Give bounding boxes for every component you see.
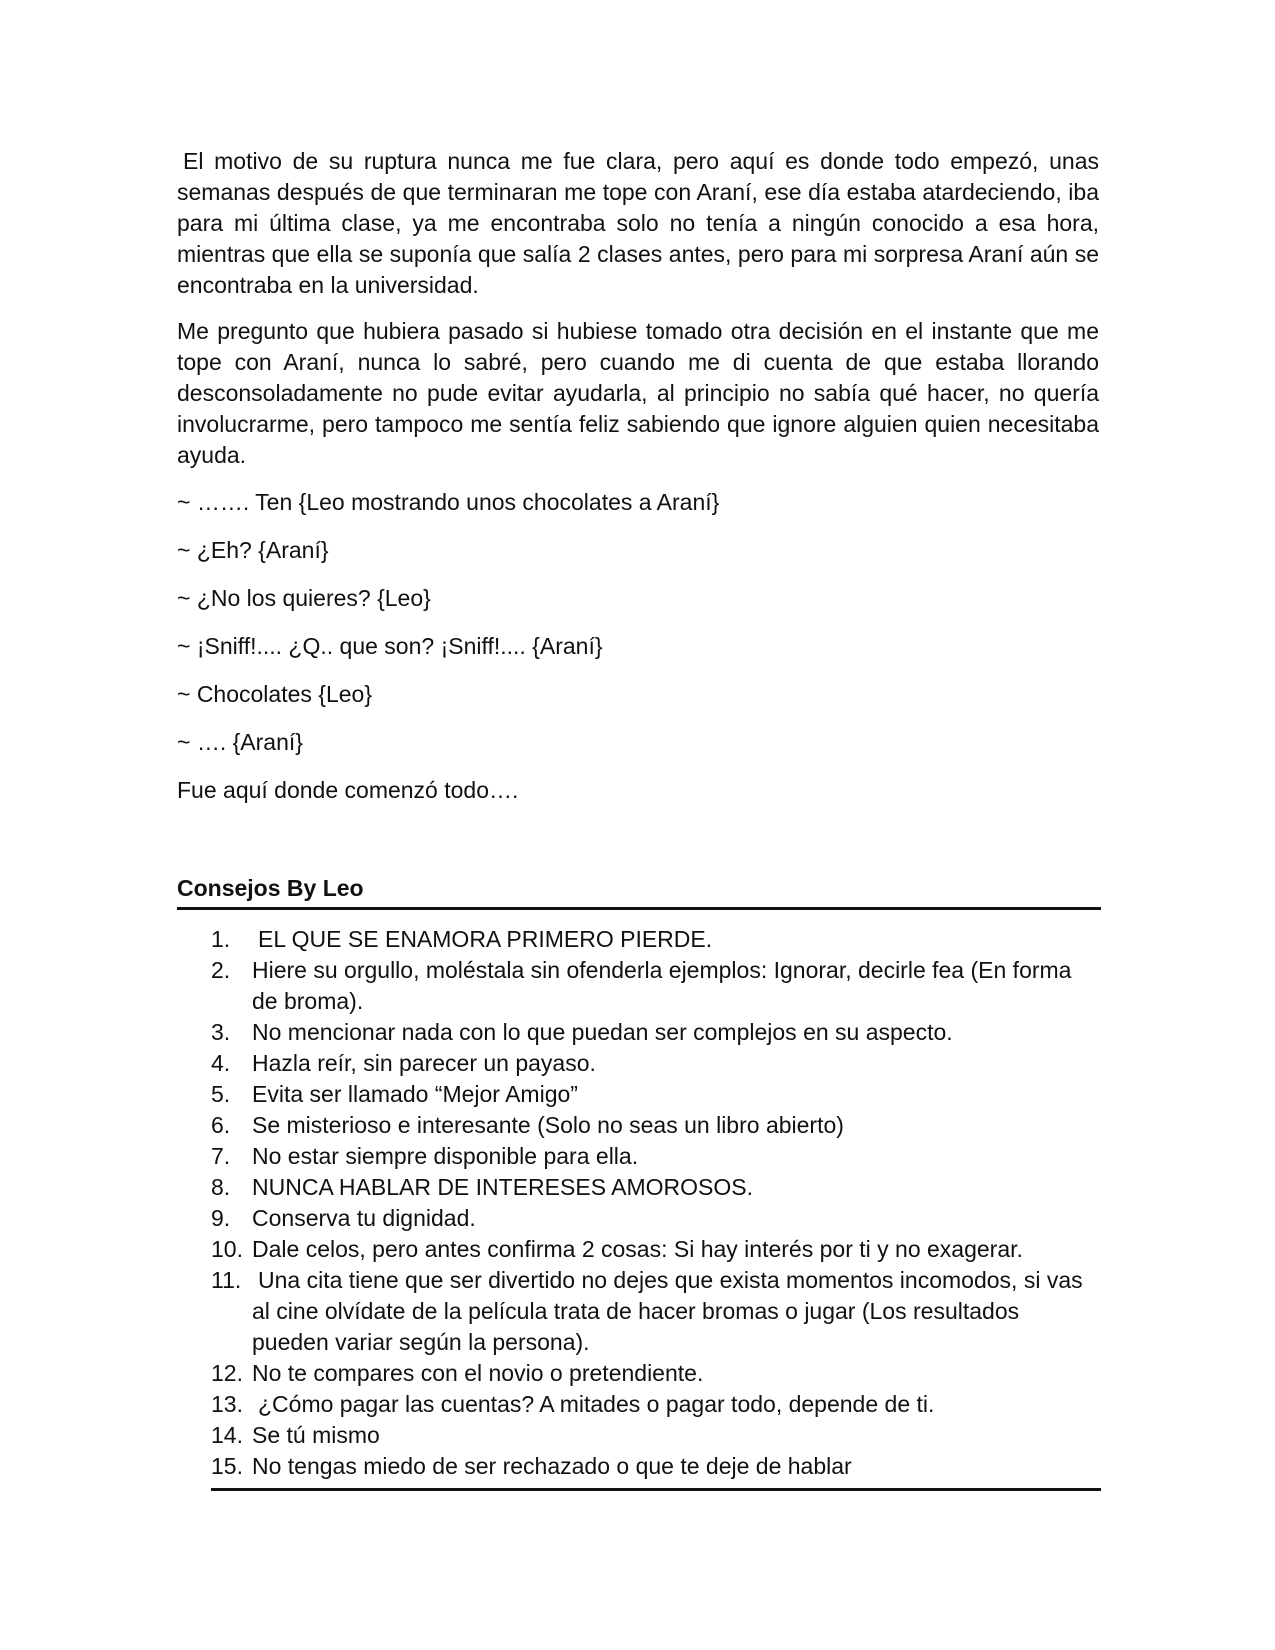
tip-text: ¿Cómo pagar las cuentas? A mitades o pagar todo, depende de ti. [258, 1391, 935, 1417]
tip-number: 10. [211, 1236, 243, 1262]
tip-item [211, 1265, 1101, 1358]
dialogue-line: ~ ¿No los quieres? {Leo} [177, 585, 431, 611]
tip-item [211, 1234, 1101, 1265]
tip-number: 7. [211, 1143, 231, 1169]
tip-text: Evita ser llamado “Mejor Amigo” [252, 1081, 578, 1107]
tip-text: Se tú mismo [252, 1422, 380, 1448]
tip-text: No te compares con el novio o pretendiente. [252, 1360, 704, 1386]
dialogue-line: ~ Chocolates {Leo} [177, 681, 373, 707]
dialogue-line: ~ ¡Sniff!.... ¿Q.. que son? ¡Sniff!.... {Araní} [177, 633, 603, 659]
tip-text: Conserva tu dignidad. [252, 1205, 476, 1231]
tip-text: Se misterioso e interesante (Solo no seas un libro abierto) [252, 1112, 844, 1138]
tips-section-title: Consejos By Leo [177, 873, 1101, 910]
story-closing-line: Fue aquí donde comenzó todo…. [177, 777, 519, 803]
tip-item [211, 1420, 1101, 1451]
tip-text: No estar siempre disponible para ella. [252, 1143, 639, 1169]
tip-number: 4. [211, 1050, 231, 1076]
tip-number: 6. [211, 1112, 231, 1138]
tip-item [211, 1048, 1101, 1079]
tip-number: 9. [211, 1205, 231, 1231]
tips-list [211, 924, 1101, 1491]
tip-text: Hiere su orgullo, moléstala sin ofenderla ejemplos: Ignorar, decirle fea (En forma de broma). [252, 957, 1072, 1014]
tip-number: 2. [211, 957, 231, 983]
tip-number: 11. [211, 1267, 242, 1293]
tip-number: 14. [211, 1422, 243, 1448]
tip-number: 1. [211, 926, 231, 952]
tip-item [211, 1358, 1101, 1389]
tip-item [211, 1172, 1101, 1203]
tip-text: Hazla reír, sin parecer un payaso. [252, 1050, 596, 1076]
tip-number: 5. [211, 1081, 231, 1107]
tip-number: 15. [211, 1453, 243, 1479]
tip-item [211, 1451, 1101, 1482]
story-paragraph: Me pregunto que hubiera pasado si hubiese tomado otra decisión en el instante que me tope con Araní, nunca lo sabré, pero cuando me di cuenta de que estaba llorando desconsoladamente no pude evitar ayudarla, al principio no sabía qué hacer, no quería involucrarme, pero tampoco me sentía feliz sabiendo que ignore alguien quien necesitaba ayuda. [177, 318, 1099, 468]
tip-text: No tengas miedo de ser rechazado o que te deje de hablar [252, 1453, 852, 1479]
story-body [177, 146, 1099, 822]
dialogue-line: ~ ……. Ten {Leo mostrando unos chocolates a Araní} [177, 489, 720, 515]
tip-item [211, 1079, 1101, 1110]
tip-item [211, 1110, 1101, 1141]
tip-number: 12. [211, 1360, 243, 1386]
tip-item [211, 1141, 1101, 1172]
tip-text: NUNCA HABLAR DE INTERESES AMOROSOS. [252, 1174, 754, 1200]
tip-number: 8. [211, 1174, 231, 1200]
tip-text: No mencionar nada con lo que puedan ser complejos en su aspecto. [252, 1019, 953, 1045]
tip-item [211, 1203, 1101, 1234]
tip-item [211, 1389, 1101, 1420]
tip-number: 3. [211, 1019, 231, 1045]
tip-text: EL QUE SE ENAMORA PRIMERO PIERDE. [258, 926, 713, 952]
tip-text: Dale celos, pero antes confirma 2 cosas: Si hay interés por ti y no exagerar. [252, 1236, 1023, 1262]
dialogue-line: ~ ¿Eh? {Araní} [177, 537, 329, 563]
tip-item [211, 955, 1101, 1017]
story-paragraph: El motivo de su ruptura nunca me fue clara, pero aquí es donde todo empezó, unas semanas después de que terminaran me tope con Araní, ese día estaba atardeciendo, iba para mi última clase, ya me encontraba solo no tenía a ningún conocido a esa hora, mientras que ella se suponía que salía 2 clases antes, pero para mi sorpresa Araní aún se encontraba en la universidad. [177, 148, 1099, 298]
dialogue-line: ~ …. {Araní} [177, 729, 303, 755]
tip-item [211, 1017, 1101, 1048]
tip-text: Una cita tiene que ser divertido no dejes que exista momentos incomodos, si vas al cine olvídate de la película trata de hacer bromas o jugar (Los resultados pueden variar según la persona). [252, 1267, 1083, 1355]
tip-number: 13. [211, 1391, 243, 1417]
tip-item [211, 924, 1101, 955]
